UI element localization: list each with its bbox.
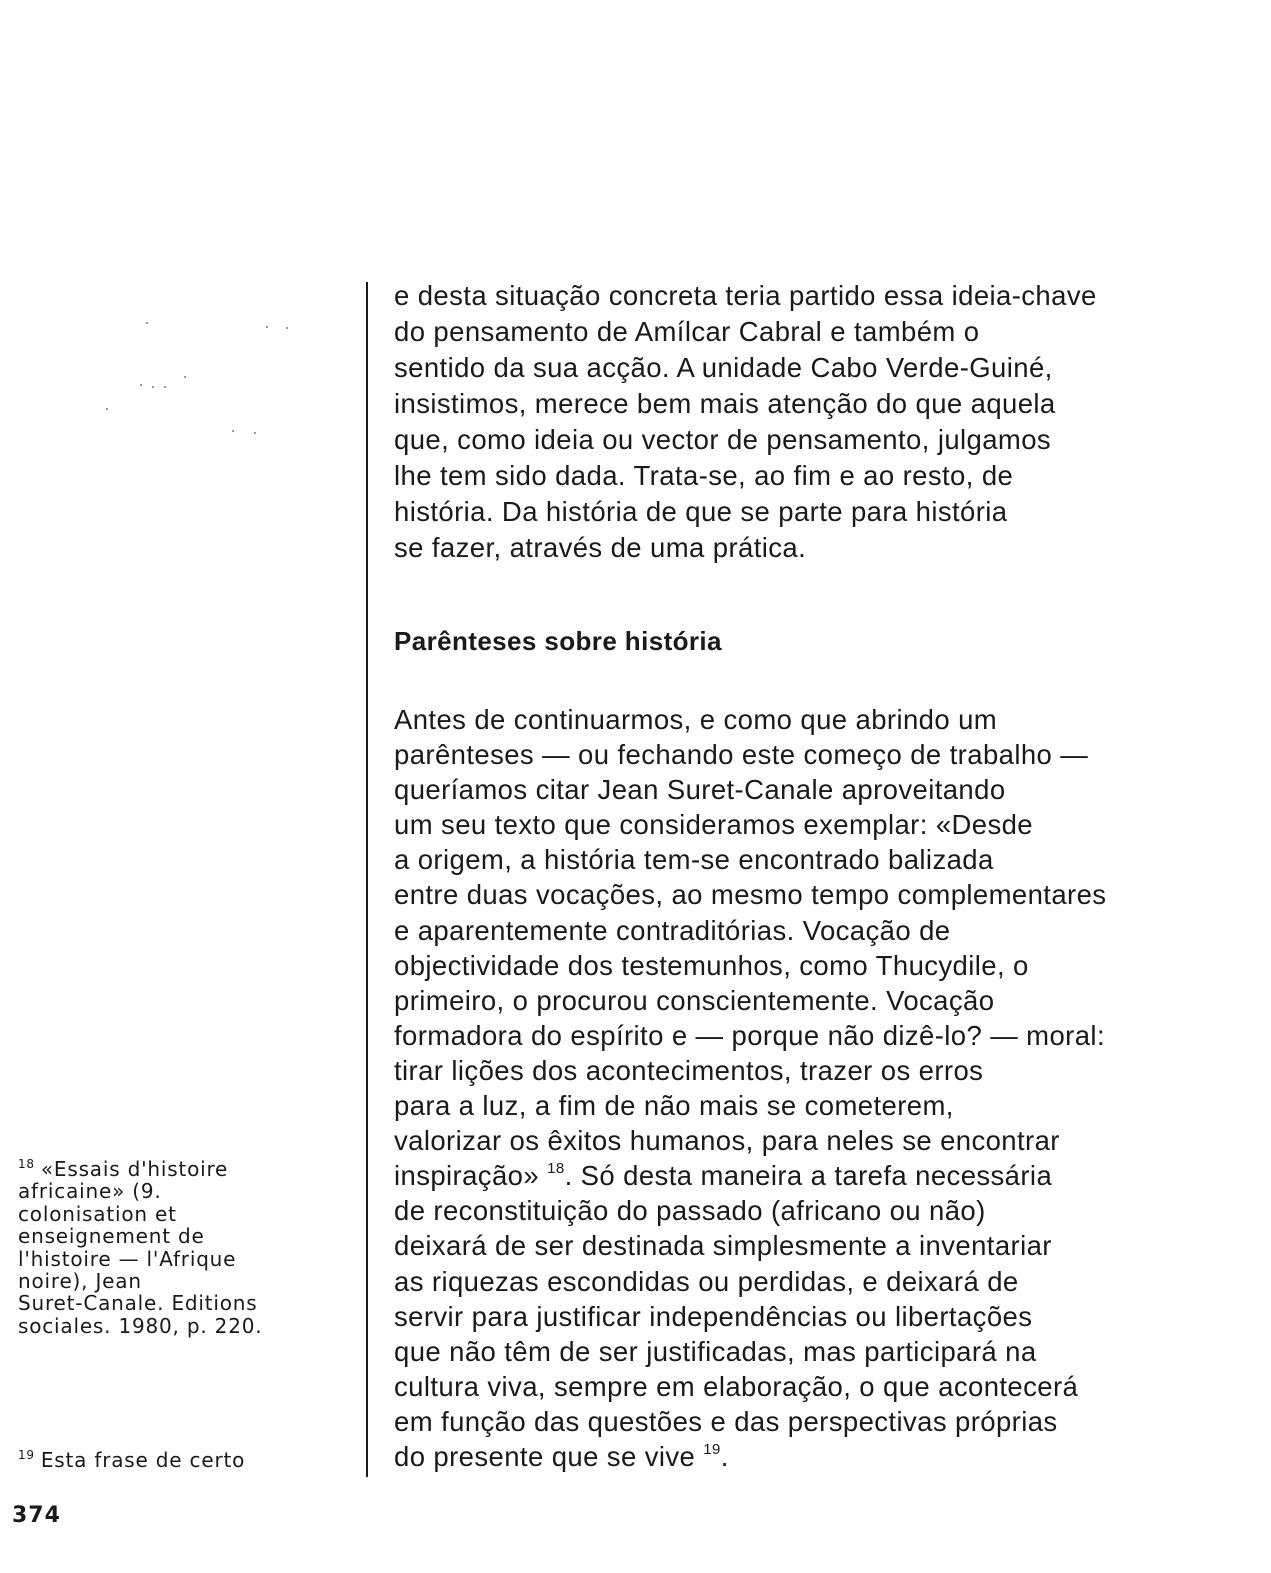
text-line: cultura viva, sempre em elaboração, o que acontecerá: [394, 1370, 1079, 1402]
text-fragment: inspiração»: [394, 1160, 540, 1192]
text-line: as riquezas escondidas ou perdidas, e deixará de: [394, 1265, 1019, 1297]
text-line: parênteses — ou fechando este começo de trabalho —: [394, 739, 1089, 771]
column-divider-rule: [366, 282, 368, 1477]
text-line: entre duas vocações, ao mesmo tempo complementares: [394, 879, 1107, 911]
footnote-ref-19[interactable]: 19: [703, 1440, 721, 1458]
text-line-with-footnote-ref: [394, 1439, 1234, 1474]
body-paragraph-2: [394, 702, 1234, 1474]
text-line: se fazer, através de uma prática.: [394, 532, 807, 563]
text-line: Antes de continuarmos, e como que abrindo um: [394, 704, 998, 735]
text-line: para a luz, a fim de não mais se cometerem,: [394, 1090, 954, 1122]
text-line: queríamos citar Jean Suret-Canale aproveitando: [394, 774, 1006, 806]
text-line: que, como ideia ou vector de pensamento, julgamos: [394, 424, 1052, 455]
footnote-text: Esta frase de certo: [40, 1448, 246, 1472]
footnote-line: africaine» (9.: [18, 1179, 162, 1204]
footnote-text: «Essais d'histoire: [40, 1157, 229, 1181]
footnote-18: [18, 1158, 338, 1337]
text-line: primeiro, o procurou conscientemente. Vocação: [394, 984, 995, 1016]
text-fragment: .: [720, 1440, 729, 1472]
text-line: um seu texto que consideramos exemplar: «Desde: [394, 809, 1034, 841]
text-line: em função das questões e das perspectivas próprias: [394, 1405, 1058, 1437]
body-paragraph-1: [394, 278, 1234, 566]
text-line: insistimos, merece bem mais atenção do que aquela: [394, 388, 1056, 419]
text-line: servir para justificar independências ou libertações: [394, 1300, 1033, 1332]
footnote-line: noire), Jean: [18, 1269, 142, 1294]
text-line: e desta situação concreta teria partido essa ideia-chave: [394, 280, 1097, 311]
page-number: 374: [12, 1503, 61, 1528]
text-line: e aparentemente contraditórias. Vocação de: [394, 914, 951, 946]
text-line: sentido da sua acção. A unidade Cabo Verde-Guiné,: [394, 352, 1053, 383]
text-line: lhe tem sido dada. Trata-se, ao fim e ao resto, de: [394, 460, 1014, 491]
text-line: deixará de ser destinada simplesmente a inventariar: [394, 1230, 1052, 1262]
footnote-ref-18[interactable]: 18: [547, 1160, 565, 1178]
footnote-number: 19: [18, 1448, 35, 1462]
text-line: formadora do espírito e — porque não dizê-lo? — moral:: [394, 1019, 1105, 1051]
text-line: tirar lições dos acontecimentos, trazer os erros: [394, 1054, 984, 1086]
text-line-with-footnote-ref: [394, 1158, 1234, 1193]
footnote-line: l'histoire — l'Afrique: [18, 1246, 237, 1271]
text-line: objectividade dos testemunhos, como Thucydile, o: [394, 949, 1029, 981]
text-line: história. Da história de que se parte para história: [394, 496, 1008, 527]
text-line: do pensamento de Amílcar Cabral e também o: [394, 316, 980, 347]
footnote-line: sociales. 1980, p. 220.: [18, 1313, 263, 1338]
text-line: a origem, a história tem-se encontrado balizada: [394, 844, 994, 876]
footnote-line: [18, 1449, 338, 1471]
footnote-line: enseignement de: [18, 1224, 205, 1249]
text-fragment: . Só desta maneira a tarefa necessária: [564, 1160, 1053, 1192]
text-line: valorizar os êxitos humanos, para neles se encontrar: [394, 1125, 1060, 1157]
footnote-19: [18, 1449, 338, 1471]
section-heading: Parênteses sobre história: [394, 626, 722, 656]
footnote-line: colonisation et: [18, 1201, 177, 1226]
text-line: que não têm de ser justificadas, mas participará na: [394, 1335, 1037, 1367]
text-fragment: do presente que se vive: [394, 1440, 696, 1472]
text-line: de reconstituição do passado (africano ou não): [394, 1195, 986, 1227]
footnote-number: 18: [18, 1157, 35, 1171]
footnote-line: Suret-Canale. Editions: [18, 1291, 258, 1316]
footnote-line: [18, 1158, 338, 1180]
